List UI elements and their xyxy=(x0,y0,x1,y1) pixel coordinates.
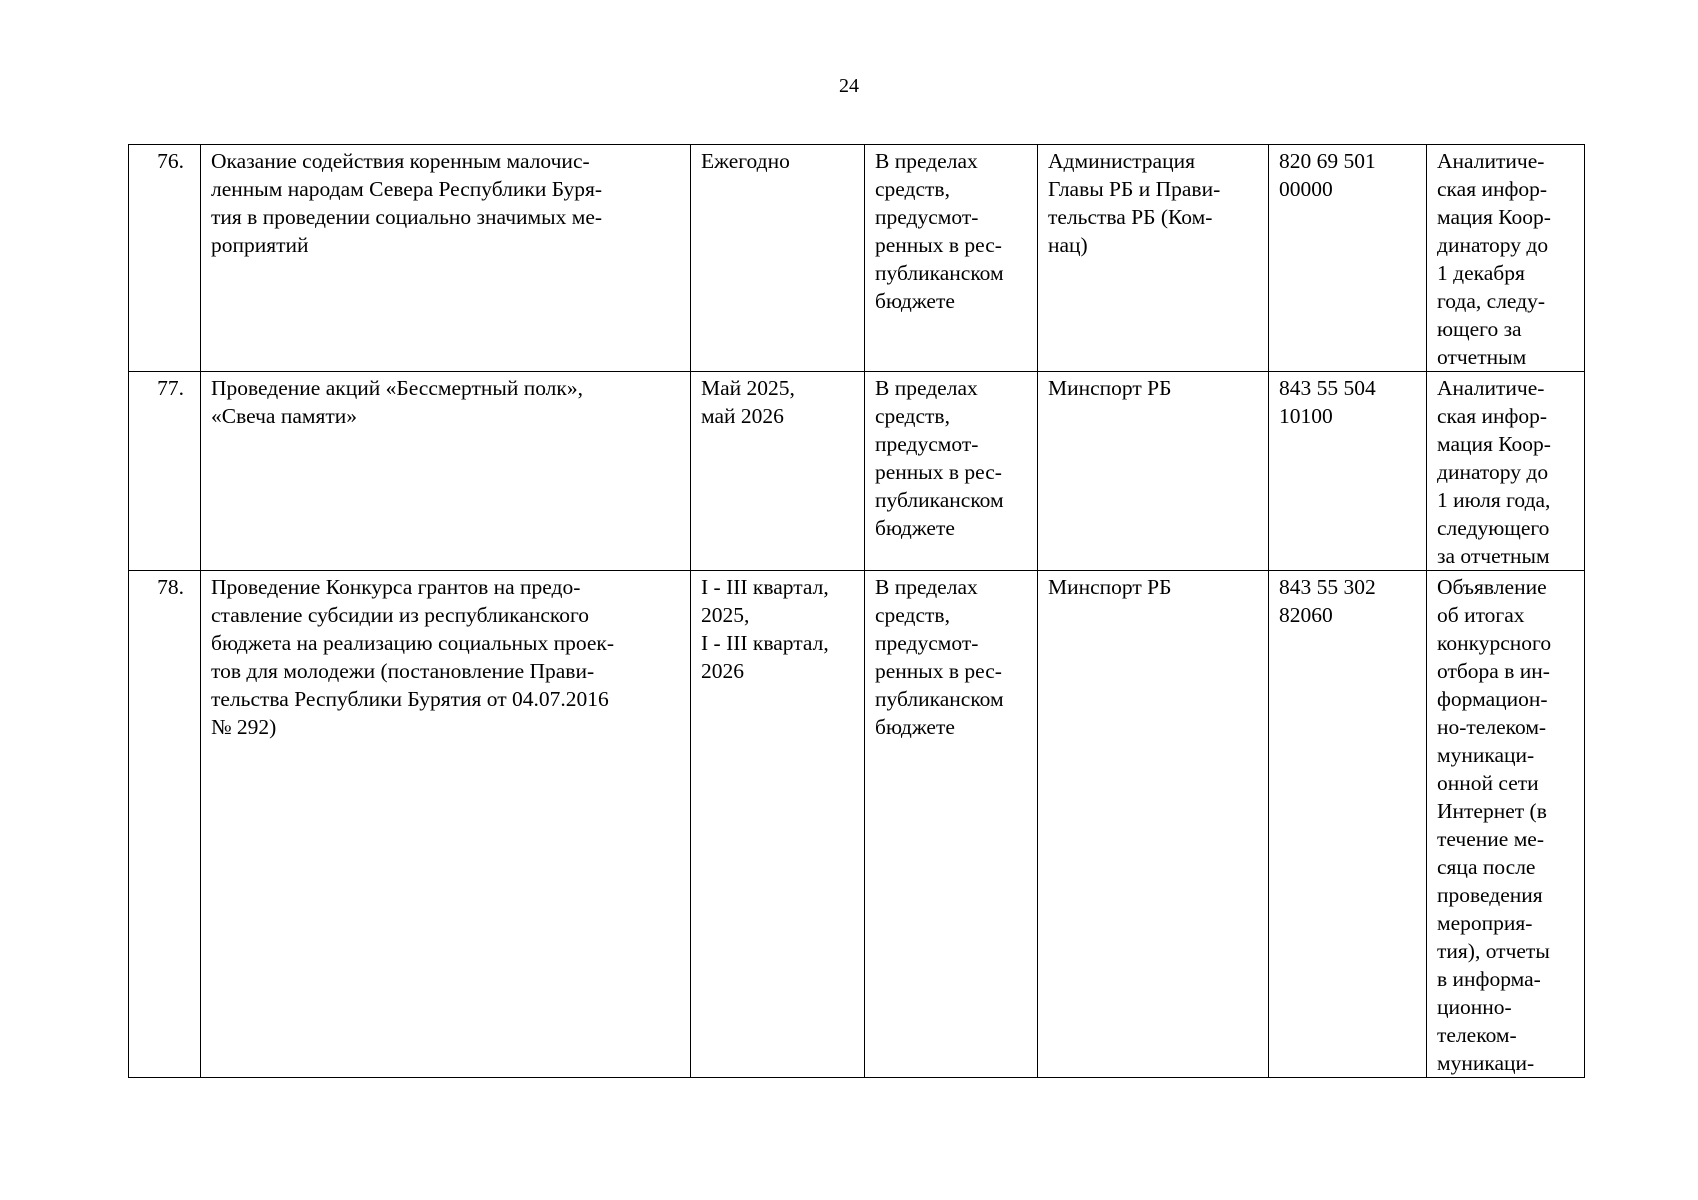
row-number: 77. xyxy=(157,376,184,400)
funding-cell xyxy=(865,145,1038,372)
result-text: Аналитиче- ская инфор- мация Коор- динатору до 1 июля года, следующего за отчетным xyxy=(1437,376,1551,568)
executor-text: Минспорт РБ xyxy=(1048,376,1172,400)
event-text: Проведение акций «Бессмертный полк», «Свеча памяти» xyxy=(211,376,583,428)
budget-code-cell xyxy=(1269,571,1427,1078)
budget-code-cell xyxy=(1269,145,1427,372)
result-cell xyxy=(1427,145,1585,372)
event-text: Оказание содействия коренным малочис- ленным народам Севера Республики Буря- тия в проведении социально значимых ме- роприятий xyxy=(211,149,603,257)
executor-cell xyxy=(1038,145,1269,372)
executor-cell xyxy=(1038,372,1269,571)
plan-table xyxy=(128,144,1585,1078)
term-cell xyxy=(691,571,865,1078)
table-row xyxy=(129,145,1585,372)
budget-code-text: 843 55 302 82060 xyxy=(1279,575,1376,627)
executor-text: Минспорт РБ xyxy=(1048,575,1172,599)
funding-cell xyxy=(865,372,1038,571)
budget-code-text: 820 69 501 00000 xyxy=(1279,149,1376,201)
executor-text: Администрация Главы РБ и Прави- тельства РБ (Ком- нац) xyxy=(1048,149,1221,257)
executor-cell xyxy=(1038,571,1269,1078)
page-number: 24 xyxy=(839,75,859,97)
table-row xyxy=(129,372,1585,571)
budget-code-cell xyxy=(1269,372,1427,571)
row-number-cell xyxy=(129,372,201,571)
event-text: Проведение Конкурса грантов на предо- ставление субсидии из республиканского бюджета на реализацию социальных проек- тов для молодежи (постановление Прави- тельства Республики Бурятия от 04.07.2016 № 292) xyxy=(211,575,615,739)
event-cell xyxy=(201,372,691,571)
result-cell xyxy=(1427,372,1585,571)
funding-text: В пределах средств, предусмот- ренных в рес- публиканском бюджете xyxy=(875,376,1004,540)
result-text: Аналитиче- ская инфор- мация Коор- динатору до 1 декабря года, следу- ющего за отчетным xyxy=(1437,149,1551,369)
term-text: Май 2025, май 2026 xyxy=(701,376,795,428)
funding-text: В пределах средств, предусмот- ренных в рес- публиканском бюджете xyxy=(875,575,1004,739)
term-text: I - III квартал, 2025, I - III квартал, 2026 xyxy=(701,575,829,683)
row-number-cell xyxy=(129,571,201,1078)
row-number-cell xyxy=(129,145,201,372)
event-cell xyxy=(201,571,691,1078)
event-cell xyxy=(201,145,691,372)
result-cell xyxy=(1427,571,1585,1078)
funding-cell xyxy=(865,571,1038,1078)
term-cell xyxy=(691,372,865,571)
budget-code-text: 843 55 504 10100 xyxy=(1279,376,1376,428)
term-cell xyxy=(691,145,865,372)
table-row xyxy=(129,571,1585,1078)
row-number: 78. xyxy=(157,575,184,599)
row-number: 76. xyxy=(157,149,184,173)
term-text: Ежегодно xyxy=(701,149,790,173)
funding-text: В пределах средств, предусмот- ренных в рес- публиканском бюджете xyxy=(875,149,1004,313)
result-text: Объявление об итогах конкурсного отбора в ин- формацион- но-телеком- муникаци- онной сети Интернет (в течение ме- сяца после проведения мероприя- тия), отчеты в информа- ционно- телеком- муникаци- xyxy=(1437,575,1552,1075)
